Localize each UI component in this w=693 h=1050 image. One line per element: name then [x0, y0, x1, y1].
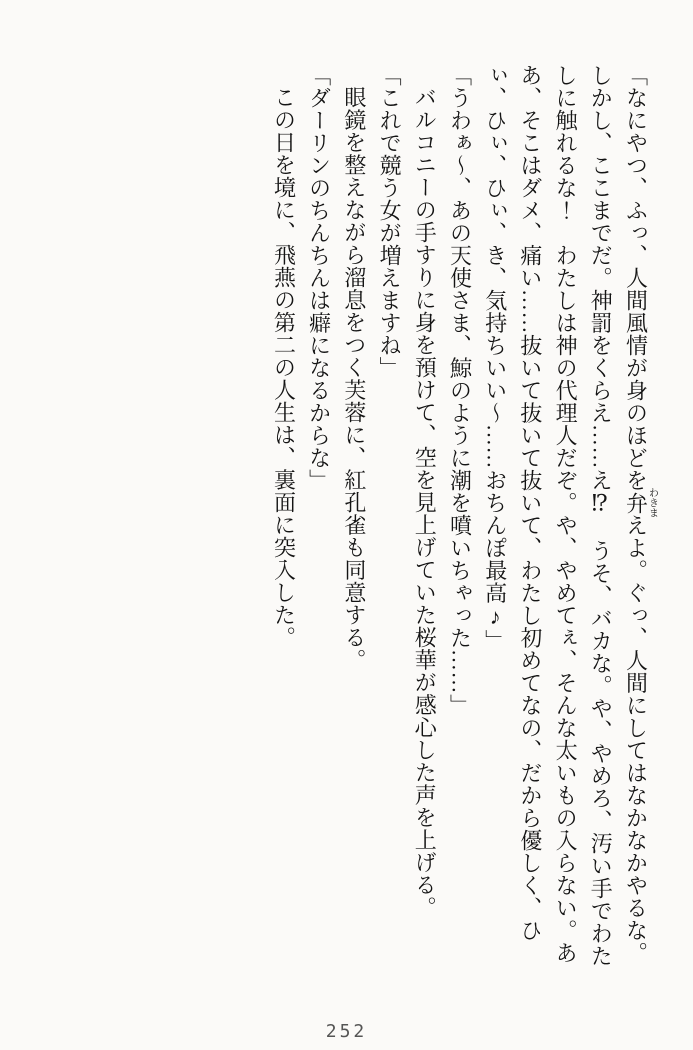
furigana-annotated-word: 弁わきま — [623, 487, 658, 518]
page-number: 252 — [325, 1021, 368, 1042]
paragraph-7-narrative: この日を境に、飛燕の第二の人生は、裏面に突入した。 — [271, 86, 297, 649]
paragraph-4-dialogue: 「これで競う女が増えますね」 — [377, 64, 403, 379]
paragraph-2-dialogue: 「うわぁ～、あの天使さま、鯨のように潮を噴いちゃった……」 — [447, 64, 473, 717]
vertical-text-block — [247, 64, 657, 967]
paragraph-6-dialogue: 「ダーリンのちんちんは癖になるからな」 — [306, 64, 332, 492]
paragraph-5-narrative: 眼鏡を整えながら溜息をつく芙蓉に、紅孔雀も同意する。 — [341, 86, 367, 671]
paragraph-3-narrative: バルコニーの手すりに身を預けて、空を見上げていた桜華が感心した声を上げる。 — [412, 86, 438, 919]
paragraph-1-dialogue: 「なにやつ、ふっ、人間風情が身のほどを弁わきまえよ。ぐっ、人間にしてはなかなかやるな。しかし、ここまでだ。神罰をくらえ……え⁉ うそ、バカな。や、やめろ、汚い手でわたしに触れるな！ わたしは神の代理人だぞ。や、やめてぇ、そんな太いもの入らない。ああ、そこはダメ、痛い……抜いて抜いて抜いて、わたし初めてなの、だから優しく、ひぃ、ひぃ、ひぃ、き、気持ちいい～……おちんぽ最高♪」 — [482, 64, 658, 967]
